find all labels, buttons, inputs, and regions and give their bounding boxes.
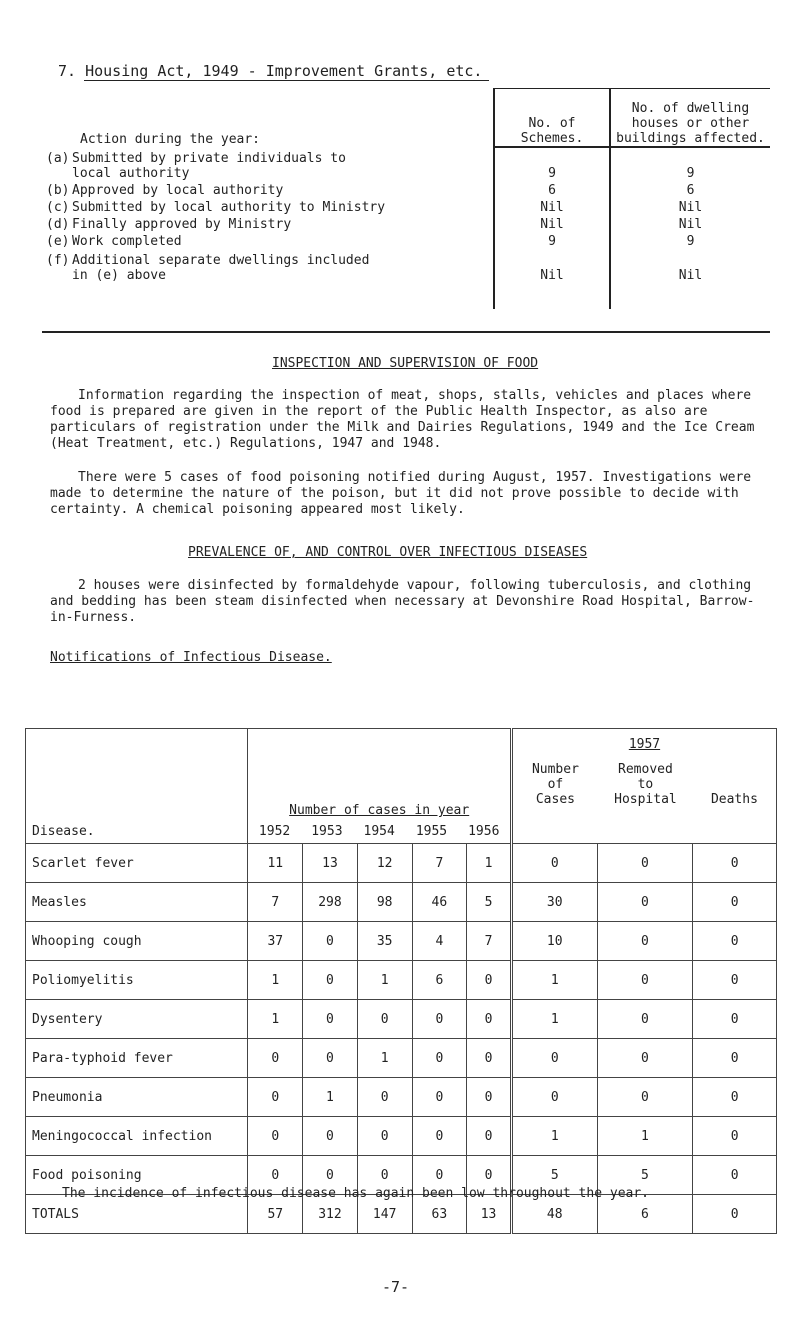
number-of-cases: 0 (511, 1078, 597, 1117)
year-case-count: 0 (303, 1000, 358, 1039)
number-of-cases: 0 (511, 1039, 597, 1078)
disease-header: Disease. (26, 729, 248, 844)
current-year-header: 1957 Number of Cases Removed to Hospital Deaths (511, 729, 776, 844)
page-number: -7- (382, 1278, 410, 1296)
year-case-count: 0 (412, 1117, 467, 1156)
year-case-count: 0 (303, 961, 358, 1000)
year-case-count: 1 (248, 1000, 303, 1039)
year-case-count: 11 (248, 844, 303, 883)
year-header: 1955 (415, 824, 448, 839)
disease-name: Meningococcal infection (26, 1117, 248, 1156)
year-case-count: 0 (303, 922, 358, 961)
removed-to-hospital: 6 (597, 1195, 693, 1234)
year-case-count: 57 (248, 1195, 303, 1234)
removed-to-hospital: 1 (597, 1117, 693, 1156)
closing-sentence: The incidence of infectious disease has again been low throughout the year. (62, 1186, 649, 1201)
year-case-count: 4 (412, 922, 467, 961)
disease-row (26, 961, 777, 1000)
inspection-paragraph-1: Information regarding the inspection of meat, shops, stalls, vehicles and places where food is prepared are given in the report of the Public Health Inspector, as also are particulars of registration under the Milk and Dairies Regulations, 1949 and the Ice Cream (Heat Treatment, etc.) Regulations, 1947 and 1948. (50, 388, 755, 451)
year-case-count: 7 (412, 844, 467, 883)
year-case-count: 0 (467, 1078, 512, 1117)
year-case-count: 0 (248, 1078, 303, 1117)
housing-dwellings-value: Nil (610, 198, 770, 215)
removed-to-hospital: 0 (597, 844, 693, 883)
housing-schemes-header: No. of Schemes. (494, 89, 610, 147)
housing-action-label: (b) Approved by local authority (46, 182, 284, 198)
housing-dwellings-value: Nil (610, 215, 770, 232)
housing-schemes-value: Nil (494, 215, 610, 232)
housing-row (42, 147, 770, 181)
year-case-count: 0 (467, 1039, 512, 1078)
removed-to-hospital-header: Removed to Hospital (614, 762, 677, 807)
year-case-count: 12 (357, 844, 412, 883)
disease-name: Poliomyelitis (26, 961, 248, 1000)
housing-dwellings-value: 6 (610, 181, 770, 198)
disease-row (26, 1117, 777, 1156)
housing-improvement-table (42, 88, 770, 309)
disease-name: Para-typhoid fever (26, 1039, 248, 1078)
number-of-cases: 10 (511, 922, 597, 961)
removed-to-hospital: 0 (597, 1078, 693, 1117)
section-title-underline (84, 80, 489, 81)
housing-row (42, 232, 770, 249)
number-of-cases: 0 (511, 844, 597, 883)
year-case-count: 312 (303, 1195, 358, 1234)
inspection-paragraph-2: There were 5 cases of food poisoning notified during August, 1957. Investigations were made to determine the nature of the poison, but it did not prove possible to decide with certainty. A chemical poisoning appeared most likely. (50, 470, 752, 517)
year-header: 1956 (468, 824, 500, 839)
year-header: 1953 (311, 824, 343, 839)
year-case-count: 0 (303, 1117, 358, 1156)
housing-dwellings-value: 9 (610, 232, 770, 249)
disease-name: TOTALS (26, 1195, 248, 1234)
year-case-count: 147 (357, 1195, 412, 1234)
removed-to-hospital: 5 (597, 1156, 693, 1195)
year-case-count: 0 (248, 1117, 303, 1156)
housing-action-label: (f) Additional separate dwellings included in (e) above (46, 252, 370, 283)
cases-by-year-header: Number of cases in year 1952 1953 1954 1955 1956 (248, 729, 512, 844)
housing-dwellings-value: 9 (610, 147, 770, 181)
number-of-cases: 1 (511, 961, 597, 1000)
number-of-cases: 5 (511, 1156, 597, 1195)
year-header: 1952 (258, 824, 291, 839)
year-case-count: 5 (467, 883, 512, 922)
notifications-header-row (26, 729, 777, 844)
housing-row (42, 181, 770, 198)
housing-action-label: (d) Finally approved by Ministry (46, 216, 292, 232)
disease-row (26, 1039, 777, 1078)
deaths: 0 (693, 1078, 777, 1117)
disease-name: Food poisoning (26, 1156, 248, 1195)
number-of-cases: 48 (511, 1195, 597, 1234)
housing-dwellings-value: Nil (610, 249, 770, 283)
deaths: 0 (693, 1039, 777, 1078)
housing-table-bottom-rule (42, 331, 770, 333)
housing-dwellings-header: No. of dwelling houses or other buildings affected. (610, 89, 770, 147)
removed-to-hospital: 0 (597, 1000, 693, 1039)
year-case-count: 0 (357, 1156, 412, 1195)
year-case-count: 98 (357, 883, 412, 922)
year-case-count: 13 (303, 844, 358, 883)
year-case-count: 46 (412, 883, 467, 922)
year-case-count: 0 (467, 961, 512, 1000)
disease-row (26, 922, 777, 961)
year-case-count: 0 (412, 1078, 467, 1117)
year-case-count: 0 (412, 1156, 467, 1195)
housing-schemes-value: 9 (494, 232, 610, 249)
year-case-count: 0 (467, 1156, 512, 1195)
disease-row (26, 1000, 777, 1039)
deaths: 0 (693, 883, 777, 922)
deaths: 0 (693, 922, 777, 961)
notifications-table (25, 728, 777, 1234)
housing-action-label: (a) Submitted by private individuals to local authority (46, 150, 346, 181)
year-case-count: 1 (467, 844, 512, 883)
housing-row (42, 215, 770, 232)
disease-name: Pneumonia (26, 1078, 248, 1117)
year-case-count: 0 (467, 1000, 512, 1039)
removed-to-hospital: 0 (597, 961, 693, 1000)
housing-schemes-value: Nil (494, 249, 610, 283)
year-case-count: 7 (248, 883, 303, 922)
deaths: 0 (693, 1156, 777, 1195)
deaths: 0 (693, 961, 777, 1000)
removed-to-hospital: 0 (597, 1039, 693, 1078)
housing-row (42, 249, 770, 283)
prevalence-paragraph: 2 houses were disinfected by formaldehyde vapour, following tuberculosis, and clothing and bedding has been steam disinfected when necessary at Devonshire Road Hospital, Barrow-in-Furness. (50, 578, 755, 625)
deaths: 0 (693, 844, 777, 883)
year-case-count: 0 (357, 1117, 412, 1156)
disease-name: Dysentery (26, 1000, 248, 1039)
deaths: 0 (693, 1195, 777, 1234)
number-of-cases: 30 (511, 883, 597, 922)
disease-name: Scarlet fever (26, 844, 248, 883)
year-case-count: 1 (303, 1078, 358, 1117)
year-case-count: 0 (303, 1156, 358, 1195)
year-case-count: 0 (248, 1156, 303, 1195)
year-case-count: 1 (357, 1039, 412, 1078)
year-case-count: 0 (467, 1117, 512, 1156)
year-case-count: 6 (412, 961, 467, 1000)
year-case-count: 63 (412, 1195, 467, 1234)
deaths-header: Deaths (710, 792, 758, 807)
inspection-heading: INSPECTION AND SUPERVISION OF FOOD (272, 356, 539, 371)
year-case-count: 37 (248, 922, 303, 961)
year-case-count: 1 (357, 961, 412, 1000)
disease-name: Measles (26, 883, 248, 922)
housing-schemes-value: Nil (494, 198, 610, 215)
year-case-count: 0 (412, 1000, 467, 1039)
housing-row (42, 198, 770, 215)
number-of-cases: 1 (511, 1000, 597, 1039)
housing-schemes-value: 6 (494, 181, 610, 198)
deaths: 0 (693, 1000, 777, 1039)
deaths: 0 (693, 1117, 777, 1156)
disease-row (26, 844, 777, 883)
year-case-count: 35 (357, 922, 412, 961)
number-of-cases: 1 (511, 1117, 597, 1156)
year-case-count: 0 (412, 1039, 467, 1078)
year-case-count: 298 (303, 883, 358, 922)
year-case-count: 7 (467, 922, 512, 961)
removed-to-hospital: 0 (597, 883, 693, 922)
year-case-count: 0 (357, 1078, 412, 1117)
year-case-count: 0 (303, 1039, 358, 1078)
section-title: 7. Housing Act, 1949 - Improvement Grants, etc. (58, 62, 483, 80)
year-case-count: 0 (357, 1000, 412, 1039)
housing-action-label: (c) Submitted by local authority to Ministry (46, 199, 386, 215)
housing-schemes-value: 9 (494, 147, 610, 181)
disease-row (26, 883, 777, 922)
housing-action-header: Action during the year: (80, 131, 261, 147)
year-case-count: 13 (467, 1195, 512, 1234)
number-of-cases-header: Number of Cases (531, 762, 579, 807)
disease-row (26, 1078, 777, 1117)
year-case-count: 1 (248, 961, 303, 1000)
prevalence-heading: PREVALENCE OF, AND CONTROL OVER INFECTIOUS DISEASES (188, 545, 588, 560)
year-header: 1954 (363, 824, 395, 839)
year-case-count: 0 (248, 1039, 303, 1078)
removed-to-hospital: 0 (597, 922, 693, 961)
disease-name: Whooping cough (26, 922, 248, 961)
notifications-subheading: Notifications of Infectious Disease. (50, 650, 332, 665)
housing-action-label: (e) Work completed (46, 233, 182, 249)
